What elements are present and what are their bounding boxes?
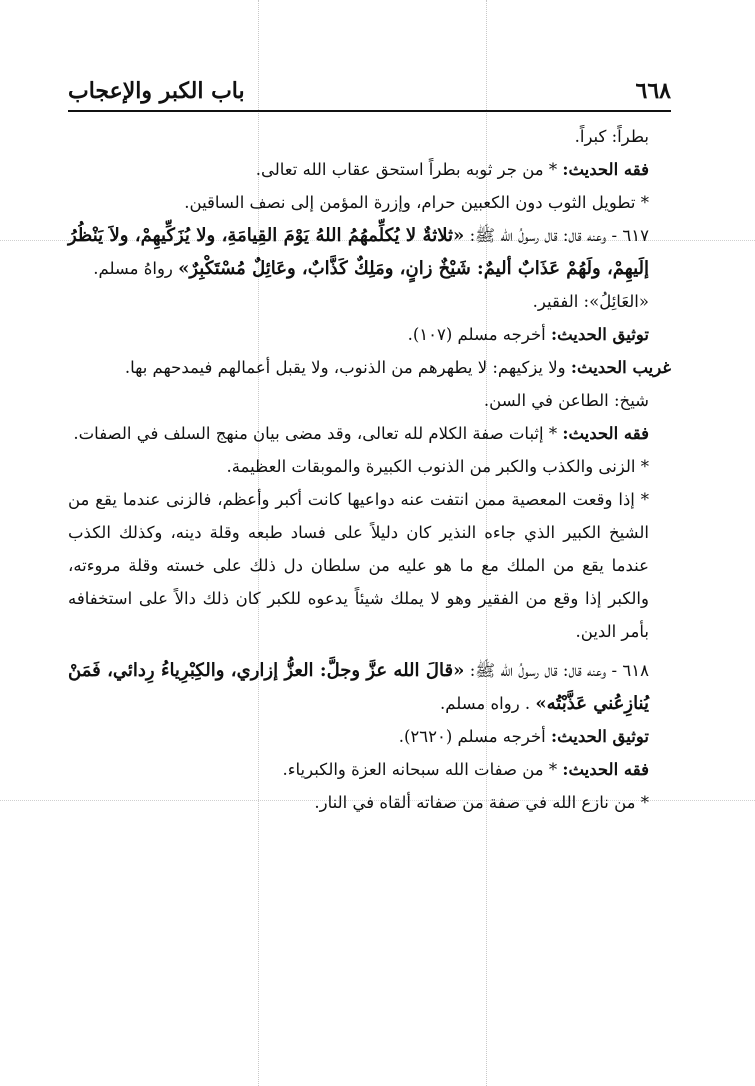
bullet-point [68,450,671,483]
section-label: غريب الحديث: [570,358,671,377]
gloss-text: «العَائِلُ»: الفقير. [532,292,649,311]
section-text: أخرجه مسلم (٢٦٢٠). [398,727,546,746]
page-header [68,60,671,112]
gloss-text: شيخ: الطاعن في السن. [483,391,649,410]
section-text: * من جر ثوبه بطراً استحق عقاب الله تعالى. [255,160,558,179]
hadith-text: «ثلاثةٌ لا يُكلِّمهُمُ اللهُ يَوْمَ القِيامَةِ، ولا يُزَكِّيهِمْ، ولاَ يَنْظُرُ إلَيهِمْ، ولَهُمْ عَذَابٌ أليمٌ: شَيْخٌ زانٍ، ومَلِكٌ كَذَّابٌ، وعَائِلٌ مُسْتَكْبِرٌ» [68,225,649,279]
section-text: * إثبات صفة الكلام لله تعالى، وقد مضى بيان منهج السلف في الصفات. [73,424,558,443]
tawthiq-section [68,720,671,753]
section-label: فقه الحديث: [562,760,649,779]
bullet-text: * إذا وقعت المعصية ممن انتفت عنه دواعيها كانت أكبر وأعظم، فالزنى عندما يقع من الشيخ الكبير الذي جاءه النذير كان دليلاً على فساد طبعه وقلة دينه، وكذلك الكذب عندما يقع من الملك مع ما هو عليه من سلطان دل ذلك على خسته وقلة مروءته، والكبر إذا وقع من الفقير وهو لا يملك شيئاً يدعوه للكبر كان ذلك دالاً على استخفافه بأمر الدين. [68,490,649,641]
gloss-line [68,120,671,153]
hadith-618 [68,654,671,720]
hadith-intro: ٦١٧ - وعنه قال: قال رسولُ الله ﷺ: [469,226,650,245]
bullet-text: * تطويل الثوب دون الكعبين حرام، وإزرة المؤمن إلى نصف الساقين. [184,193,649,212]
page-body [68,120,671,819]
gharib-section [68,351,671,384]
chapter-title: باب الكبر والإعجاب [68,78,245,104]
section-text: ولا يزكيهم: لا يطهرهم من الذنوب، ولا يقبل أعمالهم فيمدحهم بها. [124,358,566,377]
section-text: * من صفات الله سبحانه العزة والكبرياء. [282,760,558,779]
fiqh-section [68,417,671,450]
tawthiq-section [68,318,671,351]
bullet-point [68,483,671,648]
section-label: فقه الحديث: [562,424,649,443]
fiqh-section [68,753,671,786]
section-text: أخرجه مسلم (١٠٧). [407,325,546,344]
hadith-617 [68,219,671,285]
bullet-text: * الزنى والكذب والكبر من الذنوب الكبيرة والموبقات العظيمة. [226,457,649,476]
hadith-source: رواهُ مسلم. [93,259,173,278]
page-number: ٦٦٨ [635,78,671,104]
section-label: توثيق الحديث: [550,727,649,746]
hadith-source: . رواه مسلم. [440,694,531,713]
section-label: توثيق الحديث: [550,325,649,344]
gloss-line [68,285,671,318]
gloss-text: بطراً: كبراً. [574,127,649,146]
gloss-line [68,384,671,417]
hadith-text: «قالَ الله عزَّ وجلَّ: العزُّ إزاري، والكِبْرِياءُ رِدائي، فَمَنْ يُنازِعُني عَذَّبْتُه» [68,660,649,714]
bullet-text: * من نازع الله في صفة من صفاته ألقاه في النار. [314,793,649,812]
bullet-point [68,186,671,219]
bullet-point [68,786,671,819]
section-label: فقه الحديث: [562,160,649,179]
hadith-intro: ٦١٨ - وعنه قال: قال رسولُ الله ﷺ: [469,661,650,680]
fiqh-section [68,153,671,186]
